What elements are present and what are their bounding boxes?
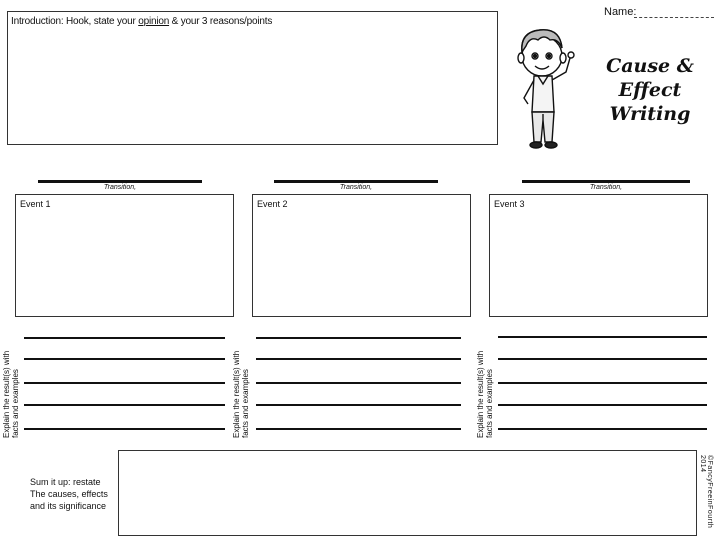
title-line-1: Cause & — [606, 55, 694, 77]
introduction-label: Introduction: Hook, state your opinion & your 3 reasons/points — [11, 16, 273, 27]
transition-line-1[interactable] — [38, 180, 202, 183]
explain-line-2-2[interactable] — [256, 358, 461, 360]
title-line-2: Effect — [618, 79, 682, 101]
summary-label: Sum it up: restate The causes, effects and its significance — [30, 477, 108, 511]
explain-line-1-1[interactable] — [24, 337, 225, 339]
event-box-3[interactable] — [489, 194, 708, 317]
explain-line-1-3[interactable] — [24, 382, 225, 384]
explain-line-1-4[interactable] — [24, 404, 225, 406]
explain-line-3-4[interactable] — [498, 404, 707, 406]
event-label-3: Event 3 — [494, 199, 525, 209]
copyright-text: ©FancyFreeinFourth 2014 — [699, 455, 713, 529]
transition-line-2[interactable] — [274, 180, 438, 183]
explain-label-1: Explain the result(s) with facts and examples — [2, 350, 20, 438]
summary-box[interactable] — [118, 450, 697, 536]
explain-line-3-3[interactable] — [498, 382, 707, 384]
name-field[interactable] — [634, 17, 714, 18]
explain-line-3-2[interactable] — [498, 358, 707, 360]
transition-label-3: Transition, — [589, 184, 623, 191]
worksheet-title — [600, 54, 700, 126]
name-label: Name: — [604, 6, 637, 18]
introduction-box[interactable] — [7, 11, 498, 145]
explain-line-1-5[interactable] — [24, 428, 225, 430]
event-box-2[interactable] — [252, 194, 471, 317]
explain-line-2-3[interactable] — [256, 382, 461, 384]
transition-label-2: Transition, — [339, 184, 373, 191]
opinion-word: opinion — [138, 16, 170, 27]
event-box-1[interactable] — [15, 194, 234, 317]
transition-label-1: Transition, — [103, 184, 137, 191]
explain-line-2-4[interactable] — [256, 404, 461, 406]
boy-illustration — [510, 24, 580, 152]
explain-line-2-1[interactable] — [256, 337, 461, 339]
explain-line-3-1[interactable] — [498, 336, 707, 338]
explain-line-3-5[interactable] — [498, 428, 707, 430]
explain-line-2-5[interactable] — [256, 428, 461, 430]
event-label-2: Event 2 — [257, 199, 288, 209]
explain-line-1-2[interactable] — [24, 358, 225, 360]
title-line-3: Writing — [609, 103, 691, 125]
explain-label-3: Explain the result(s) with facts and examples — [476, 350, 494, 438]
explain-label-2: Explain the result(s) with facts and examples — [232, 350, 250, 438]
transition-line-3[interactable] — [522, 180, 690, 183]
event-label-1: Event 1 — [20, 199, 51, 209]
